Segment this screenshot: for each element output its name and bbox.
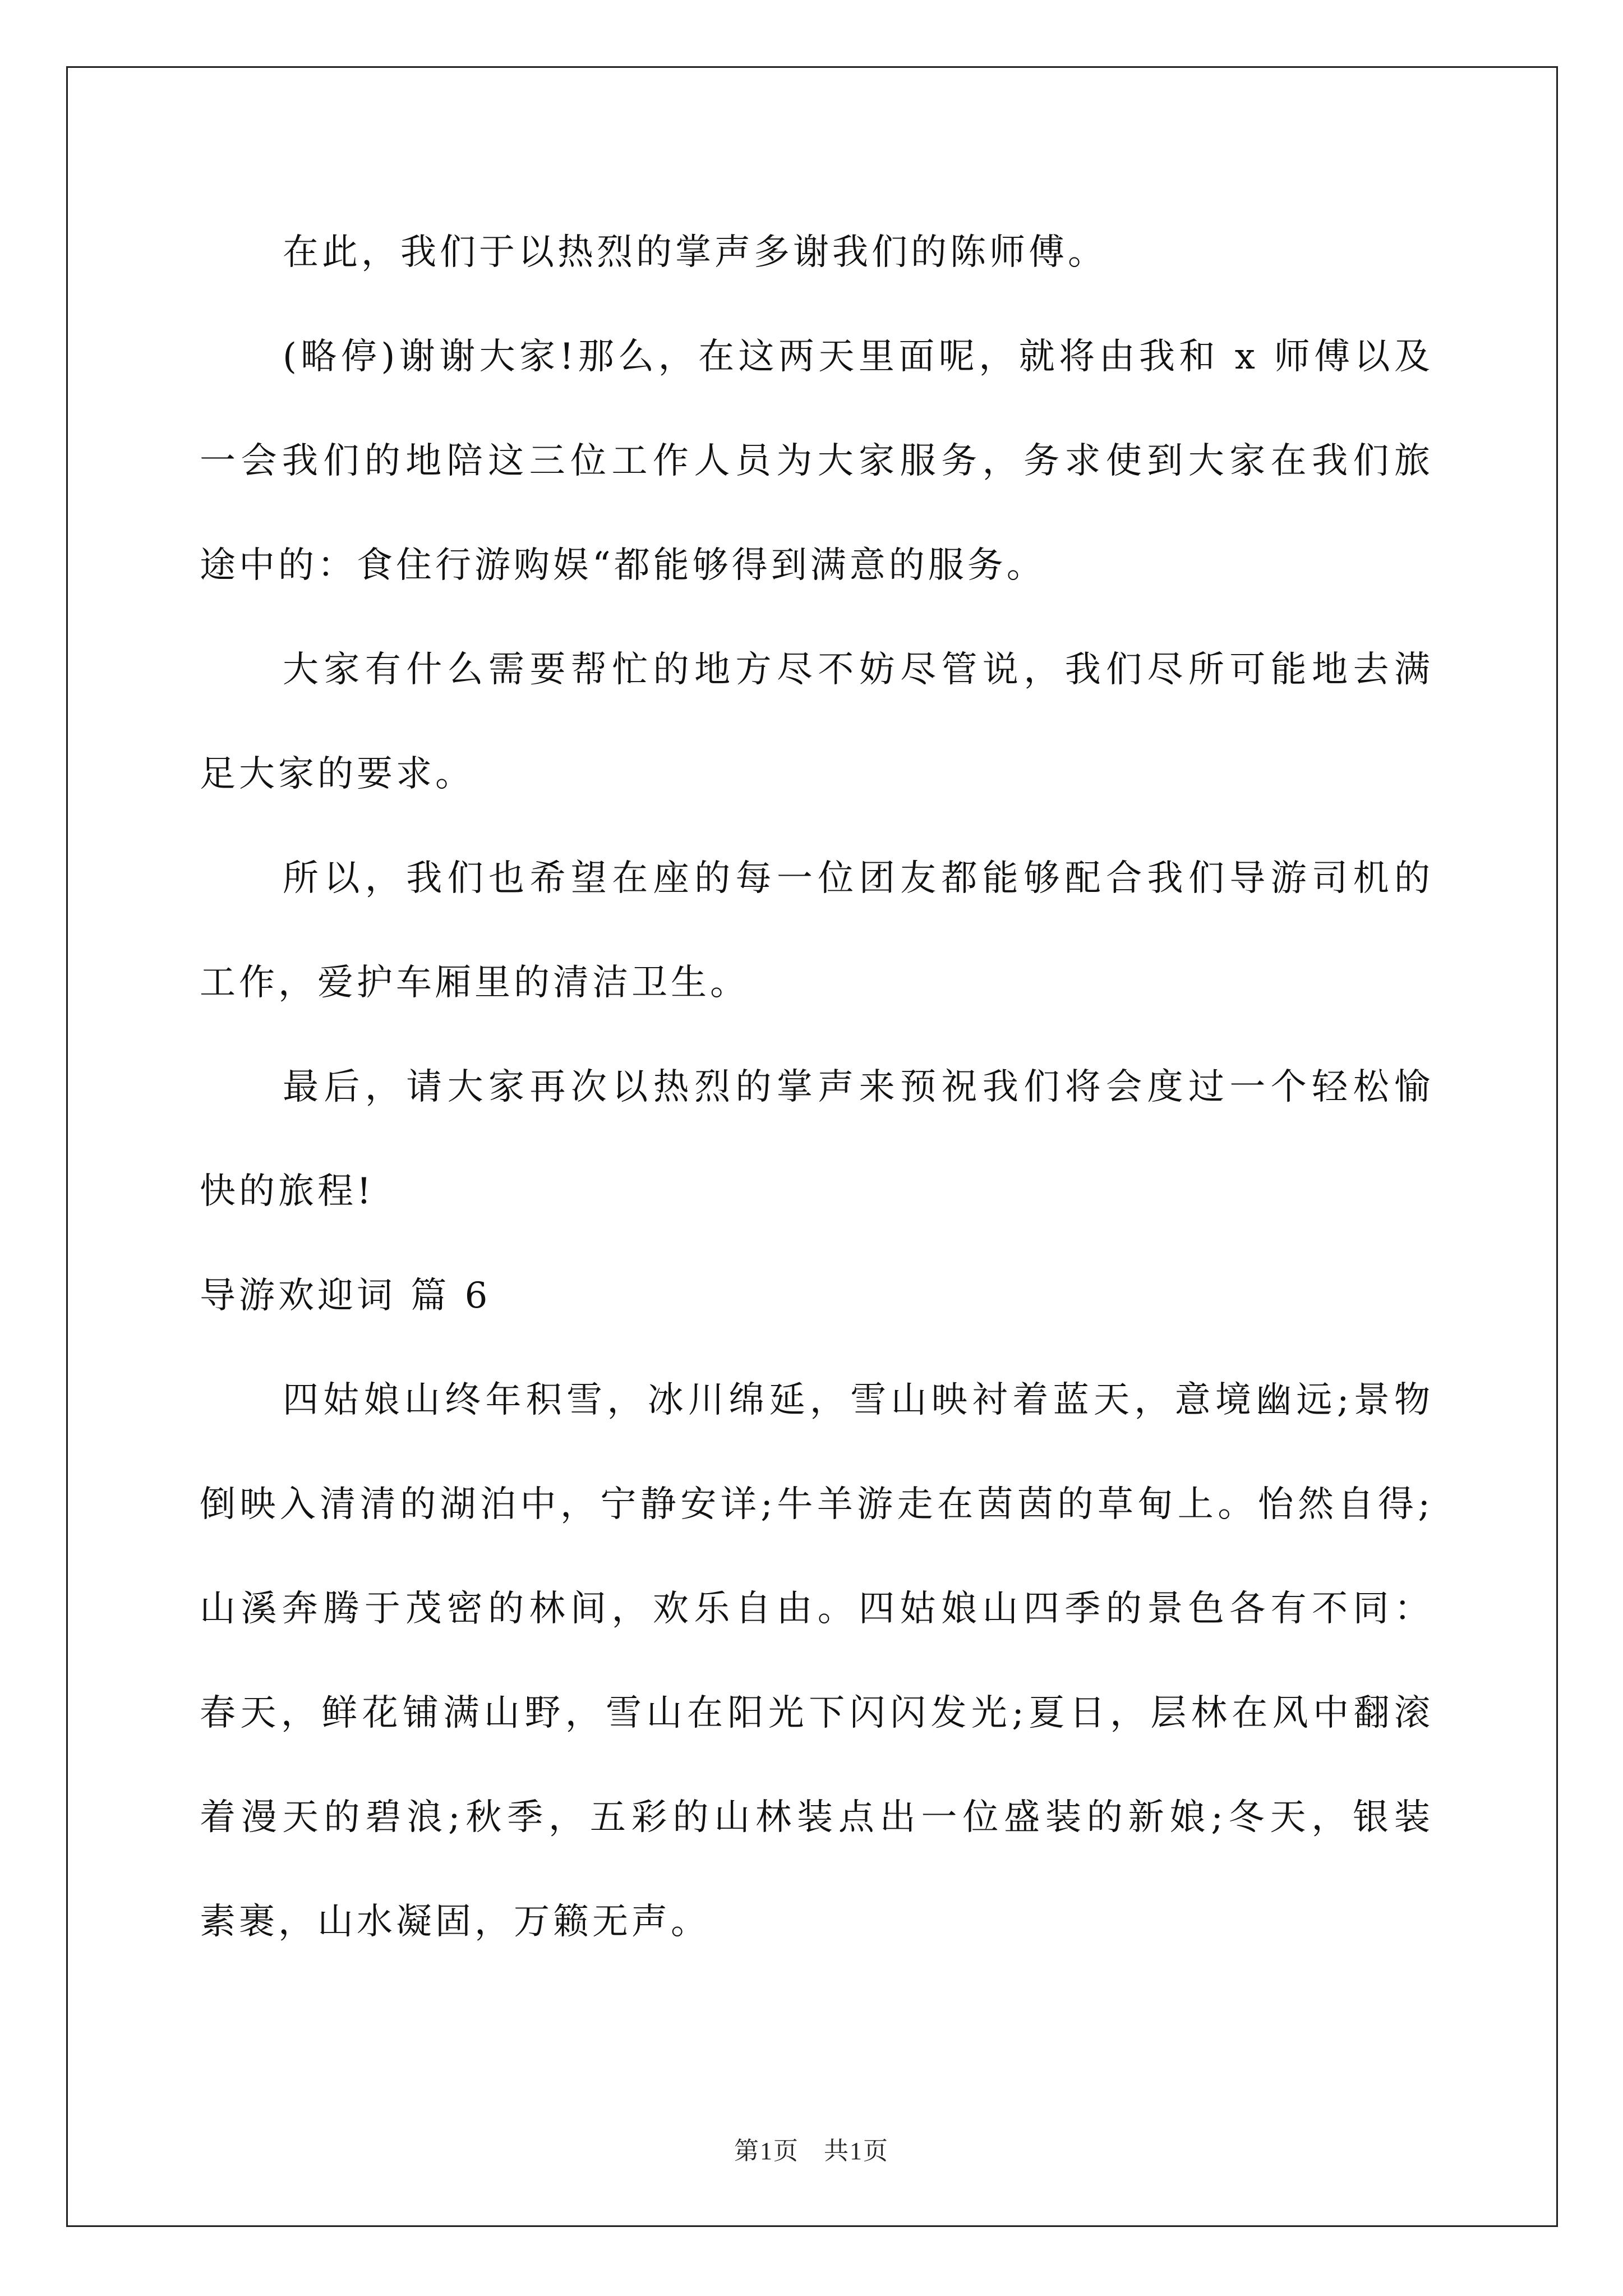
paragraph-line: 春天，鲜花铺满山野，雪山在阳光下闪闪发光;夏日，层林在风中翻滚 [200, 1692, 1433, 1734]
paragraph-line: 一会我们的地陪这三位工作人员为大家服务，务求使到大家在我们旅 [200, 440, 1433, 482]
document-body [200, 200, 1433, 1974]
page-footer [0, 2131, 1623, 2166]
section-heading: 导游欢迎词 篇 6 [200, 1275, 491, 1317]
paragraph-line: 所以，我们也希望在座的每一位团友都能够配合我们导游司机的 [283, 858, 1433, 899]
paragraph-line: 工作，爱护车厢里的清洁卫生。 [200, 962, 749, 1004]
paragraph-line: 倒映入清清的湖泊中，宁静安详;牛羊游走在茵茵的草甸上。怡然自得; [200, 1484, 1433, 1525]
page-total: 共1页 [824, 2137, 889, 2165]
page-number: 第1页 [734, 2137, 799, 2165]
paragraph-line: 足大家的要求。 [200, 753, 474, 795]
paragraph-line: 大家有什么需要帮忙的地方尽不妨尽管说，我们尽所可能地去满 [283, 649, 1433, 691]
paragraph-line: (略停)谢谢大家!那么，在这两天里面呢，就将由我和 x 师傅以及 [283, 336, 1433, 378]
paragraph-line: 着漫天的碧浪;秋季，五彩的山林装点出一位盛装的新娘;冬天，银装 [200, 1797, 1433, 1838]
paragraph-line: 素裹，山水凝固，万籁无声。 [200, 1901, 710, 1943]
paragraph-line: 四姑娘山终年积雪，冰川绵延，雪山映衬着蓝天，意境幽远;景物 [283, 1379, 1433, 1421]
paragraph-line: 途中的：食住行游购娱“都能够得到满意的服务。 [200, 545, 1046, 586]
paragraph-line: 在此，我们于以热烈的掌声多谢我们的陈师傅。 [283, 232, 1107, 273]
paragraph-line: 快的旅程! [200, 1171, 375, 1212]
paragraph-line: 最后，请大家再次以热烈的掌声来预祝我们将会度过一个轻松愉 [283, 1066, 1433, 1108]
paragraph-line: 山溪奔腾于茂密的林间，欢乐自由。四姑娘山四季的景色各有不同： [200, 1588, 1433, 1630]
